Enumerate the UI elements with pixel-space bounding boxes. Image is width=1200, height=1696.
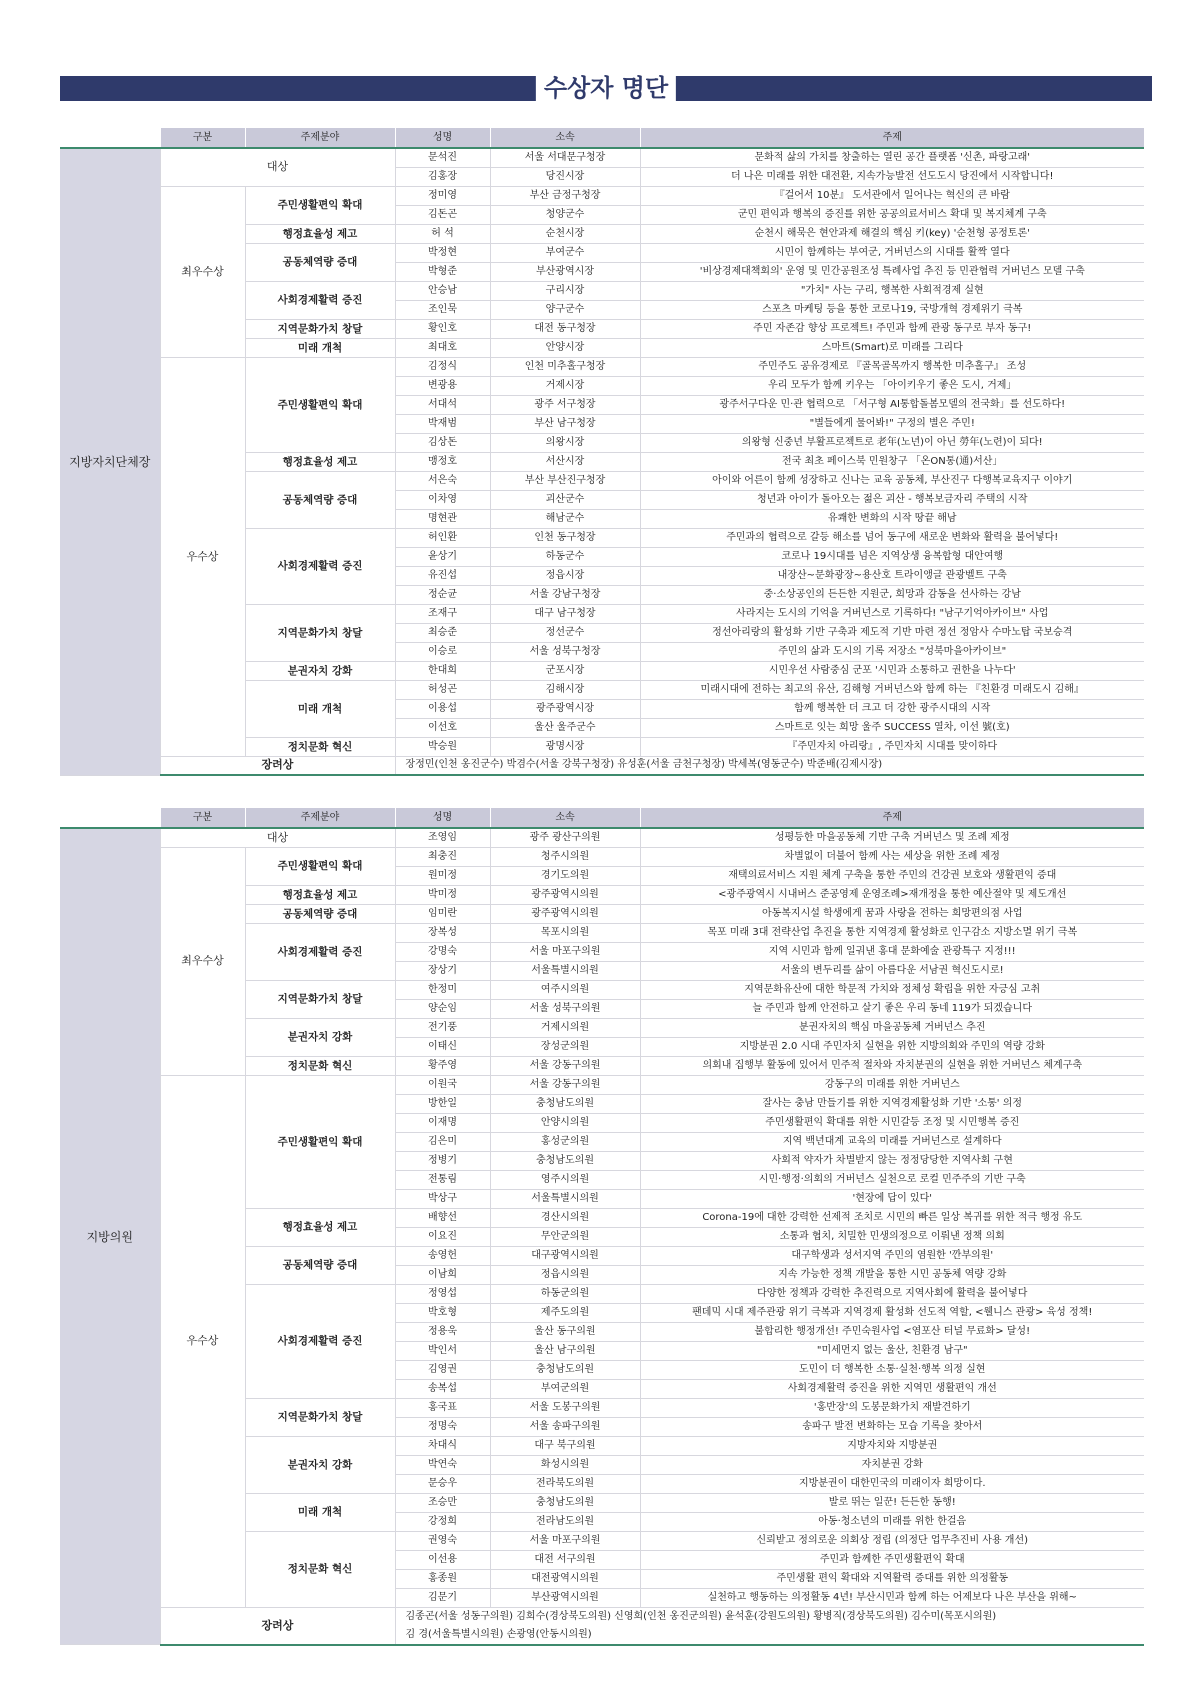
- winner-topic: 아이와 어른이 함께 성장하고 신나는 교육 공동체, 부산진구 다행복교육지구 이야기: [640, 471, 1144, 490]
- winner-name: 문석진: [395, 148, 490, 167]
- winner-name: 허성곤: [395, 680, 490, 699]
- winner-name: 허 석: [395, 224, 490, 243]
- category-label: 공동체역량 증대: [245, 471, 395, 528]
- winner-org: 서울특별시의원: [490, 961, 640, 980]
- winner-topic: 의왕형 신중년 부활프로젝트로 老年(노년)이 아닌 勞年(노련)이 되다!: [640, 433, 1144, 452]
- winner-name: 양순임: [395, 999, 490, 1018]
- winner-name: 김은미: [395, 1132, 490, 1151]
- winner-org: 순천시장: [490, 224, 640, 243]
- rank-label: 우수상: [160, 357, 245, 756]
- winner-org: 광주 광산구의원: [490, 828, 640, 847]
- winner-topic: 『걸어서 10분』 도서관에서 일어나는 혁신의 큰 바람: [640, 186, 1144, 205]
- table-row: [60, 828, 1144, 847]
- header-field: 주제분야: [245, 128, 395, 148]
- winner-org: 서울 성북구청장: [490, 642, 640, 661]
- winner-name: 박재범: [395, 414, 490, 433]
- category-label: 사회경제활력 증진: [245, 1284, 395, 1398]
- winner-name: 이선호: [395, 718, 490, 737]
- winner-topic: 스포츠 마케팅 등을 통한 코로나19, 국방개혁 경제위기 극복: [640, 300, 1144, 319]
- winner-topic: 실천하고 행동하는 의정활동 4년! 부산시민과 함께 하는 어제보다 나은 부산을 위해~: [640, 1588, 1144, 1607]
- winner-org: 대전광역시의원: [490, 1569, 640, 1588]
- winner-topic: 지속 가능한 정책 개발을 통한 시민 공동체 역량 강화: [640, 1265, 1144, 1284]
- winner-org: 전라북도의원: [490, 1474, 640, 1493]
- winner-topic: 사회적 약자가 차별받지 않는 정정당당한 지역사회 구현: [640, 1151, 1144, 1170]
- winner-name: 이재명: [395, 1113, 490, 1132]
- winner-topic: 주민의 삶과 도시의 기록 저장소 "성북마을아카이브": [640, 642, 1144, 661]
- winner-org: 정읍시장: [490, 566, 640, 585]
- winner-name: 명현관: [395, 509, 490, 528]
- category-label: 미래 개척: [245, 338, 395, 357]
- winner-topic: 신뢰받고 정의로운 의회상 정립 (의정단 업무추진비 사용 개선): [640, 1531, 1144, 1550]
- winner-name: 이원국: [395, 1075, 490, 1094]
- winner-topic: <광주광역시 시내버스 준공영제 운영조례>재개정을 통한 예산절약 및 제도개선: [640, 885, 1144, 904]
- winner-topic: 순천시 해묵은 현안과제 해결의 핵심 키(key) '순천형 공정토론': [640, 224, 1144, 243]
- winner-org: 충청남도의원: [490, 1493, 640, 1512]
- category-label: 지역문화가치 창달: [245, 319, 395, 338]
- winner-name: 한대희: [395, 661, 490, 680]
- winner-org: 광주 서구청장: [490, 395, 640, 414]
- award-table-local-council-members: [60, 808, 1144, 1646]
- winner-name: 정미영: [395, 186, 490, 205]
- encouragement-row: [60, 756, 1144, 775]
- winner-topic: 지방자치와 지방분권: [640, 1436, 1144, 1455]
- winner-org: 부산 부산진구청장: [490, 471, 640, 490]
- winner-org: 울산 울주군수: [490, 718, 640, 737]
- group-label: 지방자치단체장: [60, 148, 160, 775]
- winner-topic: 광주서구다운 민·관 협력으로 「서구형 AI통합돌봄모델의 전국화」를 선도하다!: [640, 395, 1144, 414]
- winner-topic: 정선아리랑의 활성화 기반 구축과 제도적 기반 마련 정선 정암사 수마노탑 국보승격: [640, 623, 1144, 642]
- winner-org: 청양군수: [490, 205, 640, 224]
- winner-org: 경산시의원: [490, 1208, 640, 1227]
- winner-topic: 주민생활편익 확대를 위한 시민갈등 조정 및 시민행복 증진: [640, 1113, 1144, 1132]
- winner-topic: 지방분권 2.0 시대 주민자치 실현을 위한 지방의회와 주민의 역량 강화: [640, 1037, 1144, 1056]
- winner-topic: 주민과의 협력으로 갈등 해소를 넘어 동구에 새로운 변화와 활력을 불어넣다!: [640, 528, 1144, 547]
- winner-topic: 우리 모두가 함께 키우는 「아이키우기 좋은 도시, 거제」: [640, 376, 1144, 395]
- winner-org: 서울 강동구의원: [490, 1075, 640, 1094]
- winner-name: 박미정: [395, 885, 490, 904]
- header-org: 소속: [490, 128, 640, 148]
- winner-org: 서울 송파구의원: [490, 1417, 640, 1436]
- winner-name: 김상돈: [395, 433, 490, 452]
- winner-org: 거제시의원: [490, 1018, 640, 1037]
- winner-topic: 시민이 함께하는 부여군, 거버넌스의 시대를 활짝 열다: [640, 243, 1144, 262]
- winner-name: 권영숙: [395, 1531, 490, 1550]
- header-name: 성명: [395, 808, 490, 828]
- category-label: 사회경제활력 증진: [245, 281, 395, 319]
- category-label: 지역문화가치 창달: [245, 980, 395, 1018]
- winner-topic: '현장에 답이 있다': [640, 1189, 1144, 1208]
- category-label: 공동체역량 증대: [245, 1246, 395, 1284]
- winner-name: 차대식: [395, 1436, 490, 1455]
- winner-name: 정영섭: [395, 1284, 490, 1303]
- category-label: 분권자치 강화: [245, 1018, 395, 1056]
- winner-org: 광명시장: [490, 737, 640, 756]
- rank-label: 우수상: [160, 1075, 245, 1607]
- winner-org: 서울 마포구의원: [490, 1531, 640, 1550]
- winner-name: 조영임: [395, 828, 490, 847]
- winner-name: 안승남: [395, 281, 490, 300]
- winner-name: 송영헌: [395, 1246, 490, 1265]
- winner-org: 해남군수: [490, 509, 640, 528]
- winner-org: 부여군의원: [490, 1379, 640, 1398]
- winner-topic: 서울의 변두리를 삶이 아름다운 서남권 혁신도시로!: [640, 961, 1144, 980]
- winner-org: 서울 강남구청장: [490, 585, 640, 604]
- winner-name: 박정현: [395, 243, 490, 262]
- encouragement-names-line-1: 김종곤(서울 성동구의원) 김희수(경상북도의원) 신영희(인천 옹진군의원) 윤석훈(강원도의원) 황병직(경상북도의원) 김수미(목포시의원): [405, 1610, 997, 1622]
- winner-name: 박승원: [395, 737, 490, 756]
- winner-org: 충청남도의원: [490, 1151, 640, 1170]
- winner-name: 한정미: [395, 980, 490, 999]
- category-label: 주민생활편익 확대: [245, 186, 395, 224]
- winner-name: 홍종원: [395, 1569, 490, 1588]
- winner-topic: 주민 자존감 향상 프로젝트! 주민과 함께 관광 동구로 부자 동구!: [640, 319, 1144, 338]
- award-table-local-government-heads: [60, 128, 1144, 776]
- winner-topic: 아동·청소년의 미래를 위한 한걸음: [640, 1512, 1144, 1531]
- header-gubun: 구분: [160, 128, 245, 148]
- winner-name: 김돈곤: [395, 205, 490, 224]
- winner-name: 장상기: [395, 961, 490, 980]
- winner-org: 하동군수: [490, 547, 640, 566]
- winner-org: 장성군의원: [490, 1037, 640, 1056]
- category-label: 공동체역량 증대: [245, 243, 395, 281]
- winner-name: 홍국표: [395, 1398, 490, 1417]
- header-corner: [60, 128, 160, 148]
- winner-topic: 목포 미래 3대 전략산업 추진을 통한 지역경제 활성화로 인구감소 지방소멸 위기 극복: [640, 923, 1144, 942]
- header-name: 성명: [395, 128, 490, 148]
- winner-org: 인천 동구청장: [490, 528, 640, 547]
- winner-name: 유진섭: [395, 566, 490, 585]
- winner-topic: 성평등한 마을공동체 기반 구축 거버넌스 및 조례 제정: [640, 828, 1144, 847]
- winner-topic: 지역 시민과 함께 일궈낸 홍대 문화예술 관광특구 지정!!!: [640, 942, 1144, 961]
- winner-topic: 지방분권이 대한민국의 미래이자 희망이다.: [640, 1474, 1144, 1493]
- winner-topic: 소통과 협치, 치밀한 민생의정으로 이뤄낸 정책 의회: [640, 1227, 1144, 1246]
- winner-topic: 내장산~문화광장~용산호 트라이앵글 관광벨트 구축: [640, 566, 1144, 585]
- winner-name: 서대석: [395, 395, 490, 414]
- winner-org: 하동군의원: [490, 1284, 640, 1303]
- winner-org: 서울 성북구의원: [490, 999, 640, 1018]
- winner-org: 괴산군수: [490, 490, 640, 509]
- winner-name: 방한일: [395, 1094, 490, 1113]
- winner-name: 이용섭: [395, 699, 490, 718]
- winner-topic: 아동복지시설 학생에게 꿈과 사랑을 전하는 희망편의점 사업: [640, 904, 1144, 923]
- encouragement-label: 장려상: [160, 1607, 395, 1645]
- winner-topic: 문화적 삶의 가치를 창출하는 열린 공간 플랫폼 '신촌, 파랑고래': [640, 148, 1144, 167]
- winner-name: 조재구: [395, 604, 490, 623]
- winner-org: 부산광역시장: [490, 262, 640, 281]
- winner-topic: 발로 뛰는 일꾼! 든든한 동행!: [640, 1493, 1144, 1512]
- winner-name: 이태신: [395, 1037, 490, 1056]
- winner-topic: 청년과 아이가 돌아오는 젊은 괴산 - 행복보금자리 주택의 시작: [640, 490, 1144, 509]
- winner-name: 정명숙: [395, 1417, 490, 1436]
- winner-topic: 차별없이 더불어 함께 사는 세상을 위한 조례 제정: [640, 847, 1144, 866]
- category-label: 행정효율성 제고: [245, 224, 395, 243]
- winner-topic: 주민생활 편익 확대와 지역활력 증대를 위한 의정활동: [640, 1569, 1144, 1588]
- winner-name: 최대호: [395, 338, 490, 357]
- winner-name: 김홍장: [395, 167, 490, 186]
- winner-org: 부산광역시의원: [490, 1588, 640, 1607]
- winner-org: 서산시장: [490, 452, 640, 471]
- winner-topic: 지역 백년대계 교육의 미래를 거버넌스로 설계하다: [640, 1132, 1144, 1151]
- category-label: 행정효율성 제고: [245, 452, 395, 471]
- header-field: 주제분야: [245, 808, 395, 828]
- winner-topic: 지역문화유산에 대한 학문적 가치와 정체성 확립을 위한 자긍심 고취: [640, 980, 1144, 999]
- category-label: 정치문화 혁신: [245, 1056, 395, 1075]
- winner-name: 최충진: [395, 847, 490, 866]
- winner-name: 최승준: [395, 623, 490, 642]
- winner-name: 김영권: [395, 1360, 490, 1379]
- winner-name: 정용욱: [395, 1322, 490, 1341]
- winner-name: 송복섭: [395, 1379, 490, 1398]
- category-label: 정치문화 혁신: [245, 1531, 395, 1607]
- group-label: 지방의원: [60, 828, 160, 1645]
- category-label: 지역문화가치 창달: [245, 604, 395, 661]
- winner-name: 이남희: [395, 1265, 490, 1284]
- winner-org: 서울 강동구의원: [490, 1056, 640, 1075]
- category-label: 행정효율성 제고: [245, 885, 395, 904]
- winner-name: 정병기: [395, 1151, 490, 1170]
- winner-name: 김문기: [395, 1588, 490, 1607]
- category-label: 사회경제활력 증진: [245, 923, 395, 980]
- winner-topic: 함께 행복한 더 크고 더 강한 광주시대의 시작: [640, 699, 1144, 718]
- winner-name: 강명숙: [395, 942, 490, 961]
- winner-name: 황인호: [395, 319, 490, 338]
- winner-org: 의왕시장: [490, 433, 640, 452]
- winner-org: 서울 도봉구의원: [490, 1398, 640, 1417]
- header-corner: [60, 808, 160, 828]
- encouragement-names: [395, 1607, 1144, 1645]
- category-label: 지역문화가치 창달: [245, 1398, 395, 1436]
- winner-org: 서울 서대문구청장: [490, 148, 640, 167]
- winner-org: 무안군의원: [490, 1227, 640, 1246]
- winner-topic: "가치" 사는 구리, 행복한 사회적경제 실현: [640, 281, 1144, 300]
- winner-topic: 『주민자치 아리랑』, 주민자치 시대를 맞이하다: [640, 737, 1144, 756]
- winner-name: 전기풍: [395, 1018, 490, 1037]
- winner-name: 김정식: [395, 357, 490, 376]
- winner-org: 거제시장: [490, 376, 640, 395]
- winner-topic: 더 나은 미래를 위한 대전환, 지속가능발전 선도도시 당진에서 시작합니다!: [640, 167, 1144, 186]
- page-title-bar: [60, 76, 1152, 101]
- category-label: 분권자치 강화: [245, 1436, 395, 1493]
- winner-name: 임미란: [395, 904, 490, 923]
- rank-label: 최우수상: [160, 847, 245, 1075]
- winner-name: 조인묵: [395, 300, 490, 319]
- winner-topic: 시민우선 사람중심 군포 '시민과 소통하고 권한을 나누다': [640, 661, 1144, 680]
- header-gubun: 구분: [160, 808, 245, 828]
- winner-topic: "미세먼지 없는 울산, 친환경 남구": [640, 1341, 1144, 1360]
- encouragement-row: [60, 1607, 1144, 1645]
- winner-org: 광주광역시의원: [490, 904, 640, 923]
- winner-topic: 전국 최초 페이스북 민원창구 「온ON통(通)서산」: [640, 452, 1144, 471]
- winner-org: 인천 미추홀구청장: [490, 357, 640, 376]
- winner-name: 장복성: [395, 923, 490, 942]
- winner-org: 정선군수: [490, 623, 640, 642]
- winner-org: 양구군수: [490, 300, 640, 319]
- winner-org: 충청남도의원: [490, 1360, 640, 1379]
- winner-name: 정순균: [395, 585, 490, 604]
- winner-name: 맹정호: [395, 452, 490, 471]
- rank-label: 대상: [160, 148, 395, 186]
- winner-org: 구리시장: [490, 281, 640, 300]
- category-label: 행정효율성 제고: [245, 1208, 395, 1246]
- winner-org: 당진시장: [490, 167, 640, 186]
- winner-topic: Corona-19에 대한 강력한 선제적 조치로 시민의 빠른 일상 복귀를 위한 적극 행정 유도: [640, 1208, 1144, 1227]
- winner-org: 여주시의원: [490, 980, 640, 999]
- winner-org: 광주광역시의원: [490, 885, 640, 904]
- winner-org: 대구 북구의원: [490, 1436, 640, 1455]
- winner-topic: 잘사는 충남 만들기를 위한 지역경제활성화 기반 '소통' 의정: [640, 1094, 1144, 1113]
- winner-name: 배향선: [395, 1208, 490, 1227]
- winner-topic: 의회내 집행부 활동에 있어서 민주적 절차와 자치분권의 실현을 위한 거버넌스 체계구축: [640, 1056, 1144, 1075]
- winner-topic: 사라지는 도시의 기억을 거버넌스로 기록하다! "남구기억아카이브" 사업: [640, 604, 1144, 623]
- winner-topic: 중·소상공인의 든든한 지원군, 희망과 감동을 선사하는 강남: [640, 585, 1144, 604]
- winner-name: 변광용: [395, 376, 490, 395]
- winner-topic: 시민·행정·의회의 거버넌스 실천으로 로컬 민주주의 기반 구축: [640, 1170, 1144, 1189]
- winner-name: 허인환: [395, 528, 490, 547]
- rank-label: 최우수상: [160, 186, 245, 357]
- winner-name: 이요진: [395, 1227, 490, 1246]
- winner-topic: 도민이 더 행복한 소통·실천·행복 의정 실현: [640, 1360, 1144, 1379]
- table-row: [60, 148, 1144, 167]
- winner-name: 강정희: [395, 1512, 490, 1531]
- winner-org: 목포시의원: [490, 923, 640, 942]
- winner-org: 경기도의원: [490, 866, 640, 885]
- winner-name: 서은숙: [395, 471, 490, 490]
- winner-topic: 사회경제활력 증진을 위한 지역민 생활편익 개선: [640, 1379, 1144, 1398]
- winner-name: 박상구: [395, 1189, 490, 1208]
- winner-topic: 코로나 19시대를 넘은 지역상생 융복합형 대안여행: [640, 547, 1144, 566]
- winner-name: 원미정: [395, 866, 490, 885]
- winner-org: 울산 동구의원: [490, 1322, 640, 1341]
- winner-org: 부산 남구청장: [490, 414, 640, 433]
- winner-org: 김해시장: [490, 680, 640, 699]
- winner-name: 전통림: [395, 1170, 490, 1189]
- winner-topic: '비상경제대책회의' 운영 및 민간공원조성 특례사업 추진 등 민관협력 거버넌스 모델 구축: [640, 262, 1144, 281]
- winner-org: 홍성군의원: [490, 1132, 640, 1151]
- winner-org: 제주도의원: [490, 1303, 640, 1322]
- winner-topic: 주민주도 공유경제로 『골목골목까지 행복한 미추홀구』 조성: [640, 357, 1144, 376]
- winner-name: 이승로: [395, 642, 490, 661]
- category-label: 정치문화 혁신: [245, 737, 395, 756]
- winner-topic: 늘 주민과 함께 안전하고 살기 좋은 우리 동네 119가 되겠습니다: [640, 999, 1144, 1018]
- winner-topic: '홍반장'의 도봉문화가치 재발견하기: [640, 1398, 1144, 1417]
- winner-org: 안양시장: [490, 338, 640, 357]
- table-row: [60, 847, 1144, 866]
- encouragement-names-line-2: 김 경(서울특별시의원) 손광영(안동시의원): [405, 1628, 592, 1640]
- table-row: [60, 186, 1144, 205]
- winner-topic: 주민과 함께한 주민생활편익 확대: [640, 1550, 1144, 1569]
- rank-label: 대상: [160, 828, 395, 847]
- winner-topic: "별들에게 물어봐!" 구정의 별은 주민!: [640, 414, 1144, 433]
- winner-topic: 송파구 발전 변화하는 모습 기록을 찾아서: [640, 1417, 1144, 1436]
- winner-org: 대전 동구청장: [490, 319, 640, 338]
- category-label: 미래 개척: [245, 1493, 395, 1531]
- encouragement-label: 장려상: [160, 756, 395, 775]
- winner-name: 황주영: [395, 1056, 490, 1075]
- winner-org: 청주시의원: [490, 847, 640, 866]
- winner-org: 화성시의원: [490, 1455, 640, 1474]
- winner-topic: 스마트(Smart)로 미래를 그리다: [640, 338, 1144, 357]
- winner-org: 부여군수: [490, 243, 640, 262]
- winner-name: 윤상기: [395, 547, 490, 566]
- winner-topic: 자치분권 강화: [640, 1455, 1144, 1474]
- category-label: 주민생활편익 확대: [245, 1075, 395, 1208]
- winner-topic: 군민 편익과 행복의 증진를 위한 공공의료서비스 확대 및 복지체계 구축: [640, 205, 1144, 224]
- winner-org: 대전 서구의원: [490, 1550, 640, 1569]
- winner-org: 영주시의원: [490, 1170, 640, 1189]
- category-label: 공동체역량 증대: [245, 904, 395, 923]
- winner-name: 문승우: [395, 1474, 490, 1493]
- winner-topic: 다양한 정책과 강력한 추진력으로 지역사회에 활력을 불어넣다: [640, 1284, 1144, 1303]
- winner-topic: 팬데믹 시대 제주관광 위기 극복과 지역경제 활성화 선도적 역할, <웰니스 관광> 육성 정책!: [640, 1303, 1144, 1322]
- page-title: 수상자 명단: [536, 70, 676, 106]
- winner-name: 조승만: [395, 1493, 490, 1512]
- winner-org: 군포시장: [490, 661, 640, 680]
- winner-topic: 불합리한 행정개선! 주민숙원사업 <염포산 터널 무료화> 달성!: [640, 1322, 1144, 1341]
- winner-name: 이차영: [395, 490, 490, 509]
- header-topic: 주제: [640, 808, 1144, 828]
- winner-org: 서울 마포구의원: [490, 942, 640, 961]
- winner-topic: 분권자치의 핵심 마을공동체 거버넌스 추진: [640, 1018, 1144, 1037]
- winner-topic: 유쾌한 변화의 시작 땅끝 해남: [640, 509, 1144, 528]
- encouragement-names: 장정민(인천 옹진군수) 박겸수(서울 강북구청장) 유성훈(서울 금천구청장) 박세복(영동군수) 박준배(김제시장): [395, 756, 1144, 775]
- winner-topic: 대구학생과 성서지역 주민의 염원한 '깐부의원': [640, 1246, 1144, 1265]
- winner-org: 전라남도의원: [490, 1512, 640, 1531]
- winner-org: 대구광역시의원: [490, 1246, 640, 1265]
- winner-org: 부산 금정구청장: [490, 186, 640, 205]
- winner-org: 대구 남구청장: [490, 604, 640, 623]
- winner-name: 박호형: [395, 1303, 490, 1322]
- winner-topic: 재택의료서비스 지원 체계 구축을 통한 주민의 건강권 보호와 생활편익 증대: [640, 866, 1144, 885]
- table-row: [60, 1075, 1144, 1094]
- header-org: 소속: [490, 808, 640, 828]
- winner-topic: 미래시대에 전하는 최고의 유산, 김해형 거버넌스와 함께 하는 『친환경 미래도시 김해』: [640, 680, 1144, 699]
- winner-name: 박인서: [395, 1341, 490, 1360]
- winner-org: 충청남도의원: [490, 1094, 640, 1113]
- category-label: 미래 개척: [245, 680, 395, 737]
- winner-org: 서울특별시의원: [490, 1189, 640, 1208]
- category-label: 주민생활편익 확대: [245, 357, 395, 452]
- header-topic: 주제: [640, 128, 1144, 148]
- winner-topic: 강동구의 미래를 위한 거버넌스: [640, 1075, 1144, 1094]
- category-label: 사회경제활력 증진: [245, 528, 395, 604]
- table-row: [60, 357, 1144, 376]
- category-label: 주민생활편익 확대: [245, 847, 395, 885]
- winner-topic: 스마트로 잇는 희망 울주 SUCCESS 열차, 이선 號(호): [640, 718, 1144, 737]
- winner-org: 울산 남구의원: [490, 1341, 640, 1360]
- category-label: 분권자치 강화: [245, 661, 395, 680]
- winner-org: 안양시의원: [490, 1113, 640, 1132]
- winner-name: 이선용: [395, 1550, 490, 1569]
- winner-org: 정읍시의원: [490, 1265, 640, 1284]
- winner-name: 박연숙: [395, 1455, 490, 1474]
- winner-org: 광주광역시장: [490, 699, 640, 718]
- winner-name: 박형준: [395, 262, 490, 281]
